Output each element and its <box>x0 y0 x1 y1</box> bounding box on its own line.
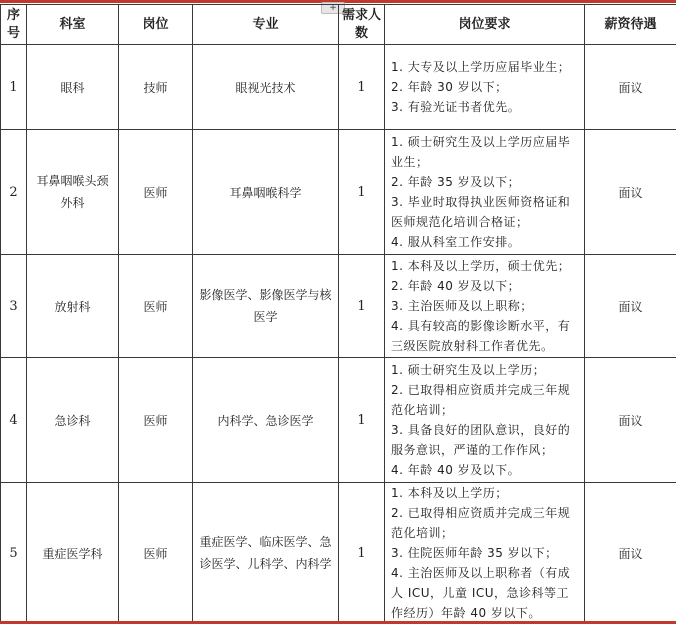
row-major: 眼视光技术 <box>193 45 339 130</box>
row-dept: 耳鼻咽喉头颈外科 <box>27 130 119 255</box>
row-seq: 3 <box>1 255 27 358</box>
row-post: 医师 <box>119 358 193 483</box>
row-major: 内科学、急诊医学 <box>193 358 339 483</box>
row-salary: 面议 <box>585 483 676 624</box>
table-row <box>1 255 676 358</box>
row-count: 1 <box>339 130 385 255</box>
table-row <box>1 358 676 483</box>
requirement-line: 2. 已取得相应资质并完成三年规范化培训； <box>391 383 571 417</box>
requirement-line: 4. 具有较高的影像诊断水平，有三级医院放射科工作者优先。 <box>391 319 571 353</box>
row-dept: 重症医学科 <box>27 483 119 624</box>
requirement-line: 3. 主治医师及以上职称； <box>391 299 533 313</box>
requirement-line: 2. 年龄 30 岁以下； <box>391 80 508 94</box>
row-dept: 急诊科 <box>27 358 119 483</box>
table-row <box>1 45 676 130</box>
row-seq: 1 <box>1 45 27 130</box>
table-row <box>1 483 676 624</box>
requirement-line: 1. 本科及以上学历； <box>391 486 508 500</box>
row-seq: 4 <box>1 358 27 483</box>
row-post: 医师 <box>119 255 193 358</box>
row-seq: 2 <box>1 130 27 255</box>
row-count: 1 <box>339 483 385 624</box>
row-salary: 面议 <box>585 45 676 130</box>
header-row <box>1 5 676 45</box>
row-requirements <box>385 45 585 130</box>
row-count: 1 <box>339 255 385 358</box>
row-requirements <box>385 130 585 255</box>
row-requirements <box>385 358 585 483</box>
requirement-line: 1. 大专及以上学历应届毕业生； <box>391 60 571 74</box>
requirement-line: 2. 年龄 40 岁及以下； <box>391 279 521 293</box>
row-seq: 5 <box>1 483 27 624</box>
table-row <box>1 130 676 255</box>
row-post: 技师 <box>119 45 193 130</box>
header-major: 专业 <box>193 5 339 45</box>
row-dept: 放射科 <box>27 255 119 358</box>
row-major: 影像医学、影像医学与核医学 <box>193 255 339 358</box>
header-seq: 序号 <box>1 5 27 45</box>
row-major: 重症医学、临床医学、急诊医学、儿科学、内科学 <box>193 483 339 624</box>
recruitment-table <box>0 4 676 624</box>
requirement-line: 3. 具备良好的团队意识，良好的服务意识，严谨的工作作风； <box>391 423 571 457</box>
requirement-line: 3. 住院医师年龄 35 岁以下； <box>391 546 558 560</box>
row-post: 医师 <box>119 130 193 255</box>
row-requirements <box>385 255 585 358</box>
header-requirements: 岗位要求 <box>385 5 585 45</box>
requirement-line: 4. 年龄 40 岁及以下。 <box>391 463 521 477</box>
header-post: 岗位 <box>119 5 193 45</box>
header-dept: 科室 <box>27 5 119 45</box>
row-count: 1 <box>339 45 385 130</box>
header-salary: 薪资待遇 <box>585 5 676 45</box>
row-salary: 面议 <box>585 130 676 255</box>
row-requirements <box>385 483 585 624</box>
row-count: 1 <box>339 358 385 483</box>
row-post: 医师 <box>119 483 193 624</box>
requirement-line: 1. 本科及以上学历，硕士优先； <box>391 259 571 273</box>
header-count: 需求人数 <box>339 5 385 45</box>
requirement-line: 4. 服从科室工作安排。 <box>391 235 521 249</box>
requirement-line: 3. 毕业时取得执业医师资格证和医师规范化培训合格证； <box>391 195 571 229</box>
requirement-line: 4. 主治医师及以上职称者（有成人 ICU，儿童 ICU，急诊科等工作经历）年龄 40 岁以下。 <box>391 566 571 620</box>
add-row-handle[interactable]: + <box>321 2 345 14</box>
requirement-line: 3. 有验光证书者优先。 <box>391 100 521 114</box>
row-salary: 面议 <box>585 255 676 358</box>
row-salary: 面议 <box>585 358 676 483</box>
row-major: 耳鼻咽喉科学 <box>193 130 339 255</box>
requirement-line: 1. 硕士研究生及以上学历； <box>391 363 546 377</box>
requirement-line: 1. 硕士研究生及以上学历应届毕业生； <box>391 135 571 169</box>
row-dept: 眼科 <box>27 45 119 130</box>
requirement-line: 2. 年龄 35 岁及以下； <box>391 175 521 189</box>
requirement-line: 2. 已取得相应资质并完成三年规范化培训； <box>391 506 571 540</box>
